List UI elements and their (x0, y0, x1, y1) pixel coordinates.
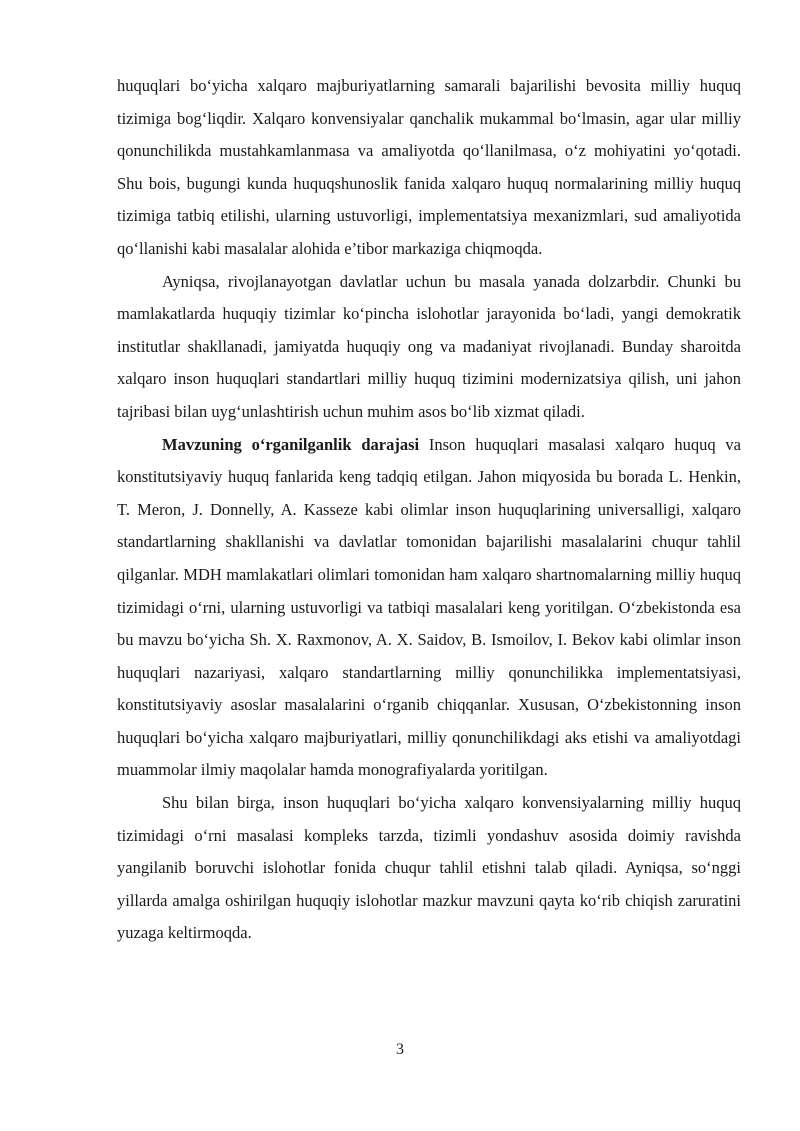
paragraph-text: Shu bilan birga, inson huquqlari bo‘yicha xalqaro konvensiyalarning milliy huquq tizimidagi o‘rni masalasi kompleks tarzda, tizimli yondashuv asosida doimiy ravishda yangilanib boruvchi islohotlar fonida chuqur tahlil etishni talab qiladi. Ayniqsa, so‘nggi yillarda amalga oshirilgan huquqiy islohotlar mazkur mavzuni qayta ko‘rib chiqish zaruratini yuzaga keltirmoqda. (117, 793, 741, 943)
paragraph-continuation (117, 70, 741, 266)
paragraph-developing-states (117, 266, 741, 429)
paragraph-conclusion (117, 787, 741, 950)
paragraph-text: Ayniqsa, rivojlanayotgan davlatlar uchun bu masala yanada dolzarbdir. Chunki bu mamlakatlarda huquqiy tizimlar ko‘pincha islohotlar jarayonida bo‘ladi, yangi demokratik institutlar shakllanadi, jamiyatda huquqiy ong va madaniyat rivojlanadi. Bunday sharoitda xalqaro inson huquqlari standartlari milliy huquq tizimini modernizatsiya qilish, uni jahon tajribasi bilan uyg‘unlashtirish uchun muhim asos bo‘lib xizmat qiladi. (117, 271, 741, 421)
document-page (117, 70, 741, 950)
paragraph-text: Inson huquqlari masalasi xalqaro huquq va konstitutsiyaviy huquq fanlarida keng tadqiq etilgan. Jahon miqyosida bu borada L. Henkin, T. Meron, J. Donnelly, A. Kasseze kabi olimlar inson huquqlarining universalligi, xalqaro standartlarning shakllanishi va davlatlar tomonidan bajarilishi masalalarini chuqur tahlil qilganlar. MDH mamlakatlari olimlari tomonidan ham xalqaro shartnomalarning milliy huquq tizimidagi o‘rni, ularning ustuvorligi va tatbiqi masalalari keng yoritilgan. O‘zbekistonda esa bu mavzu bo‘yicha Sh. X. Raxmonov, A. X. Saidov, B. Ismoilov, I. Bekov kabi olimlar inson huquqlari nazariyasi, xalqaro standartlarning milliy qonunchilikka implementatsiyasi, konstitutsiyaviy asoslar masalalarini o‘rganib chiqqanlar. Xususan, O‘zbekistonning inson huquqlari bo‘yicha xalqaro majburiyatlari, milliy qonunchilikdagi aks etishi va amaliyotdagi muammolar ilmiy maqolalar hamda monografiyalarda yoritilgan. (117, 434, 741, 780)
inline-heading: Mavzuning o‘rganilganlik darajasi (162, 434, 420, 454)
paragraph-study-level (117, 429, 741, 788)
paragraph-text: huquqlari bo‘yicha xalqaro majburiyatlarning samarali bajarilishi bevosita milliy huquq tizimiga bog‘liqdir. Xalqaro konvensiyalar qanchalik mukammal bo‘lmasin, agar ular milliy qonunchilikda mustahkamlanmasa va amaliyotda qo‘llanilmasa, o‘z mohiyatini yo‘qotadi. Shu bois, bugungi kunda huquqshunoslik fanida xalqaro huquq normalarining milliy huquq tizimiga tatbiq etilishi, ularning ustuvorligi, implementatsiya mexanizmlari, sud amaliyotida qo‘llanishi kabi masalalar alohida e’tibor markaziga chiqmoqda. (117, 76, 741, 258)
page-number: 3 (396, 1041, 404, 1058)
